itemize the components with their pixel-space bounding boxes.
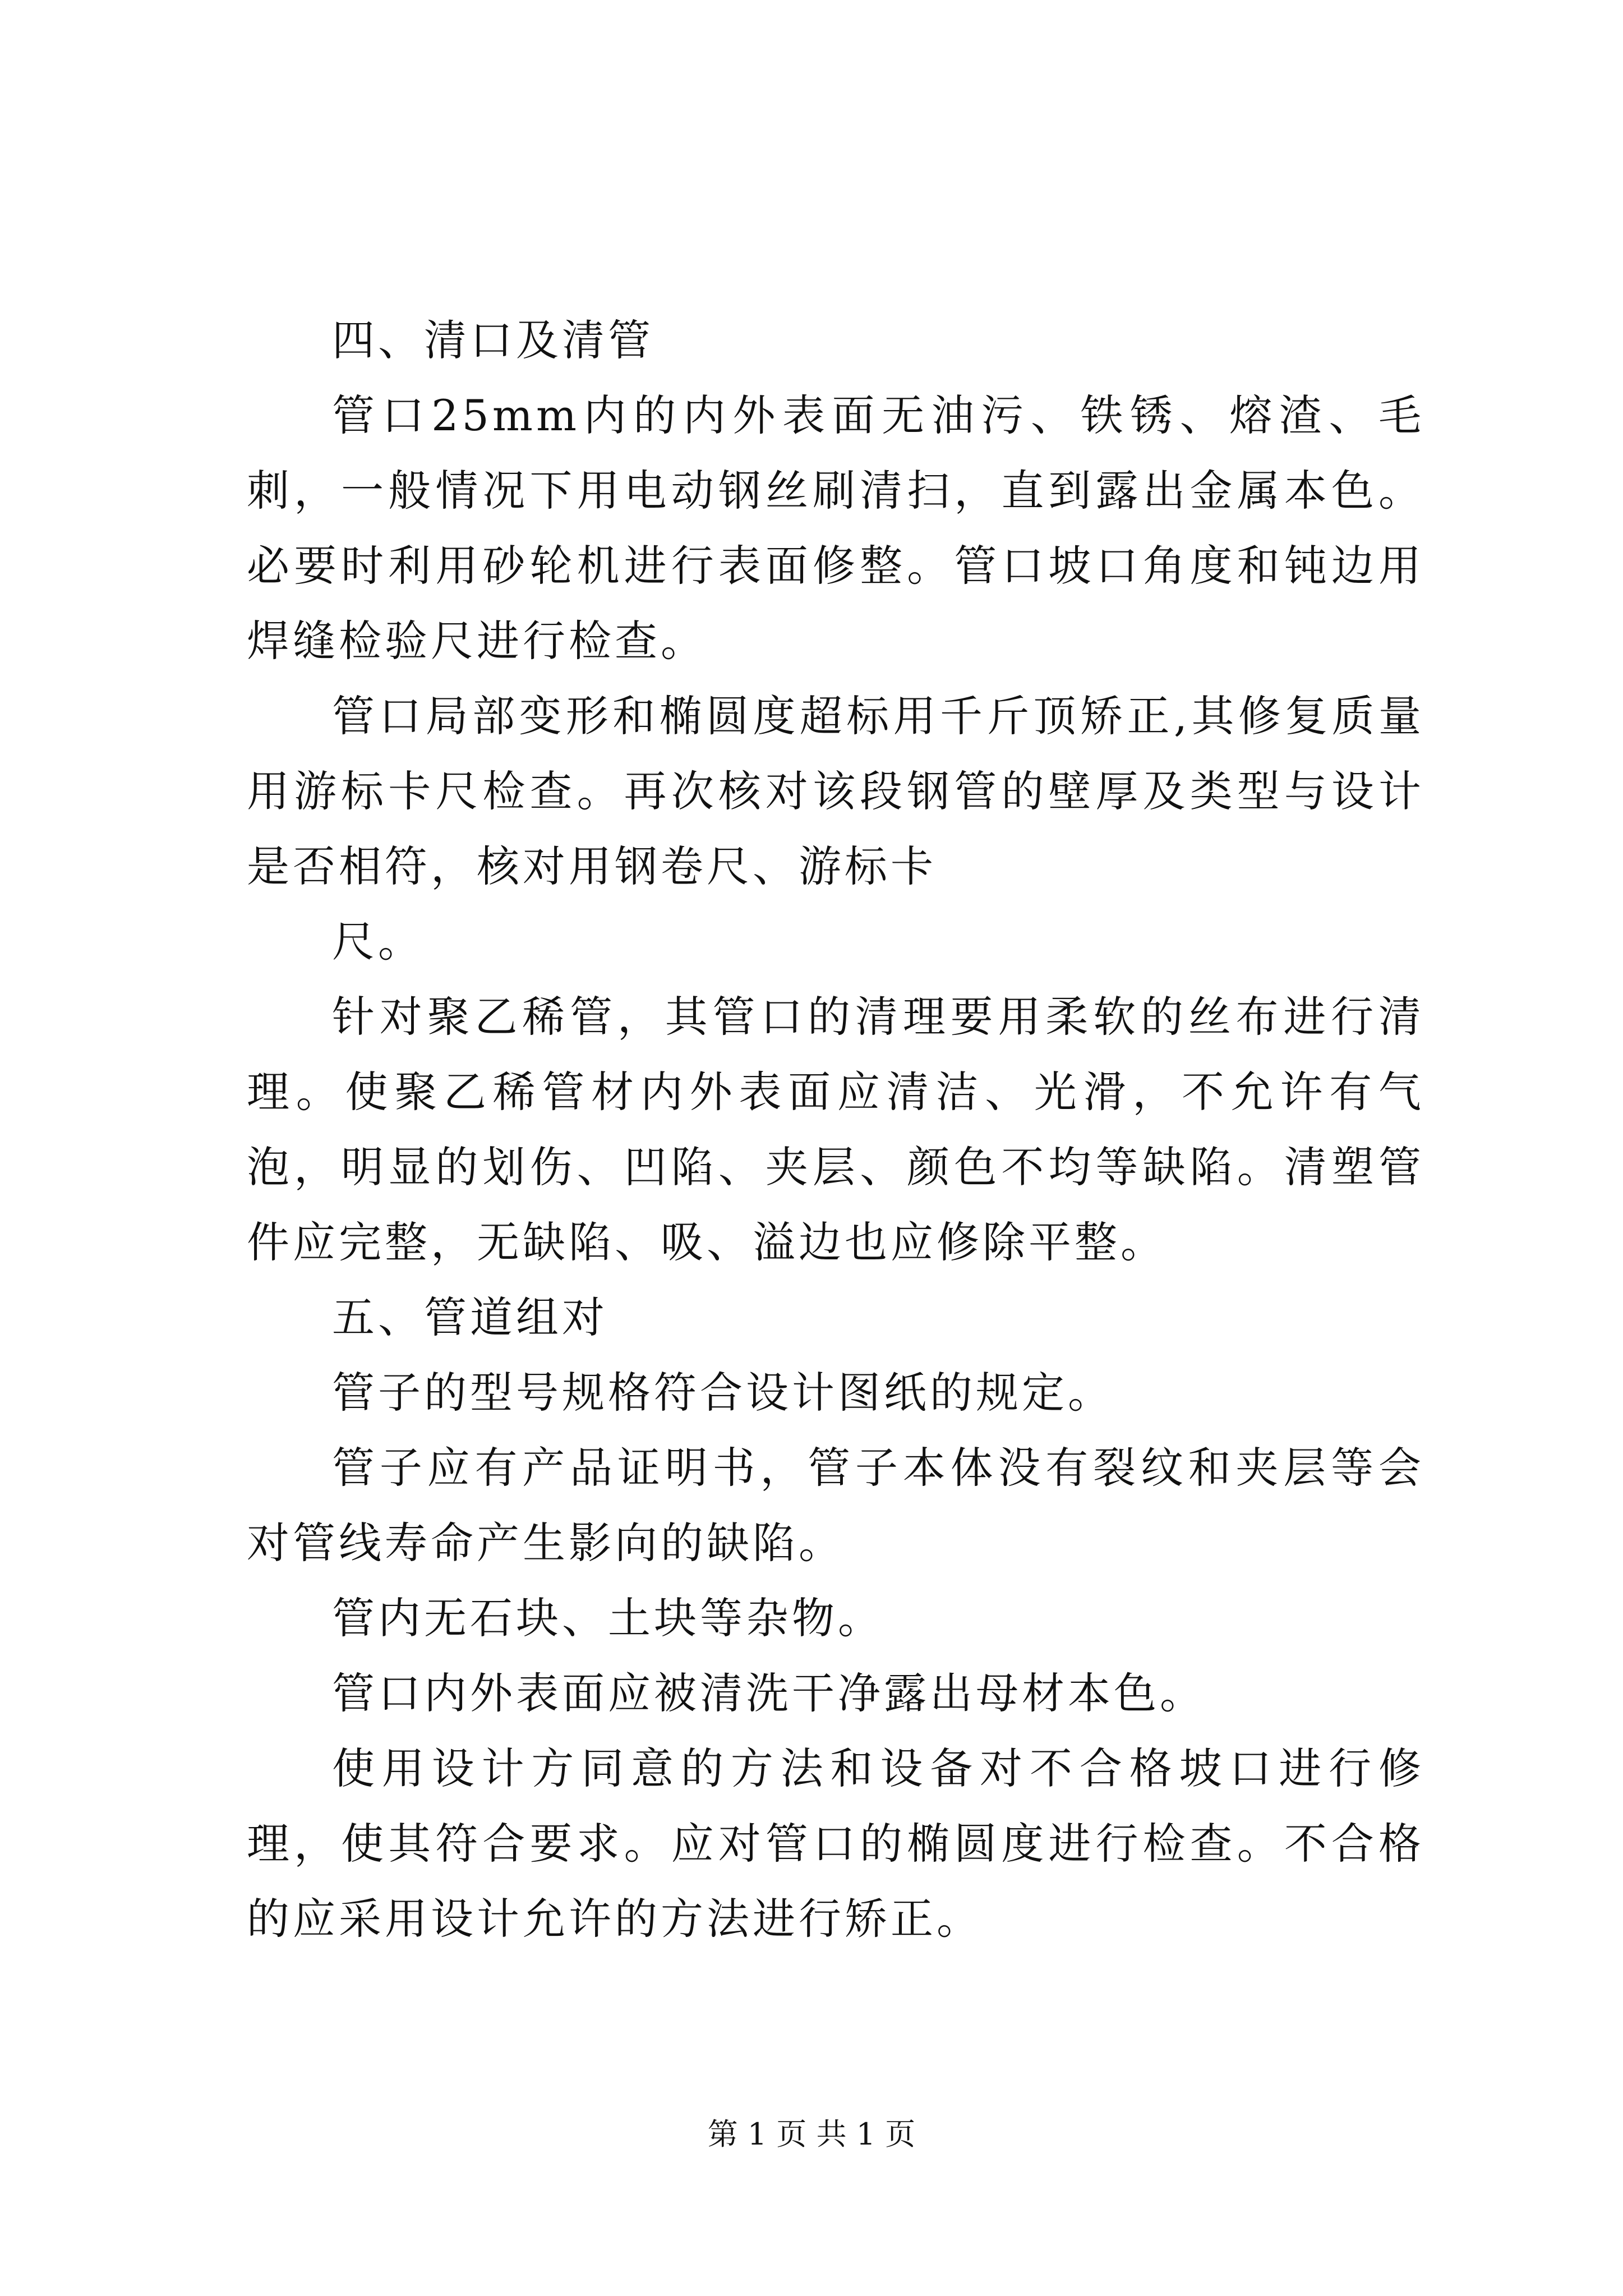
section-heading-4: 四、清口及清管: [332, 315, 654, 365]
paragraph-pipe-specification: 管子的型号规格符合设计图纸的规定。: [332, 1368, 1114, 1418]
paragraph-polyethylene-pipe: 针对聚乙稀管，其管口的清理要用柔软的丝布进行清理。使聚乙稀管材内外表面应清洁、光滑，不允许有气泡，明显的划伤、凹陷、夹层、颜色不均等缺陷。清塑管件应完整，无缺陷、吸、溢边也应修除平整。: [247, 992, 1424, 1267]
paragraph-deformation-correction: 管口局部变形和椭圆度超标用千斤顶矫正,其修复质量用游标卡尺检查。再次核对该段钢管的壁厚及类型与设计是否相符，核对用钢卷尺、游标卡: [247, 691, 1424, 891]
paragraph-bevel-repair: 使用设计方同意的方法和设备对不合格坡口进行修理，使其符合要求。应对管口的椭圆度进行检查。不合格的应采用设计允许的方法进行矫正。: [247, 1743, 1424, 1944]
paragraph-no-debris: 管内无石块、土块等杂物。: [332, 1593, 884, 1643]
section-heading-5: 五、管道组对: [332, 1292, 608, 1342]
page-footer: 第 1 页 共 1 页: [707, 2116, 916, 2152]
document-body: [247, 303, 1424, 1957]
paragraph-fragment: 尺。: [332, 917, 424, 967]
paragraph-pipe-mouth-cleaning: 管口25mm内的内外表面无油污、铁锈、熔渣、毛刺，一般情况下用电动钢丝刷清扫，直到露出金属本色。必要时利用砂轮机进行表面修整。管口坡口角度和钝边用焊缝检验尺进行检查。: [247, 390, 1424, 666]
paragraph-product-certificate: 管子应有产品证明书，管子本体没有裂纹和夹层等会对管线寿命产生影向的缺陷。: [247, 1443, 1424, 1568]
paragraph-clean-surface: 管口内外表面应被清洗干净露出母材本色。: [332, 1668, 1206, 1718]
